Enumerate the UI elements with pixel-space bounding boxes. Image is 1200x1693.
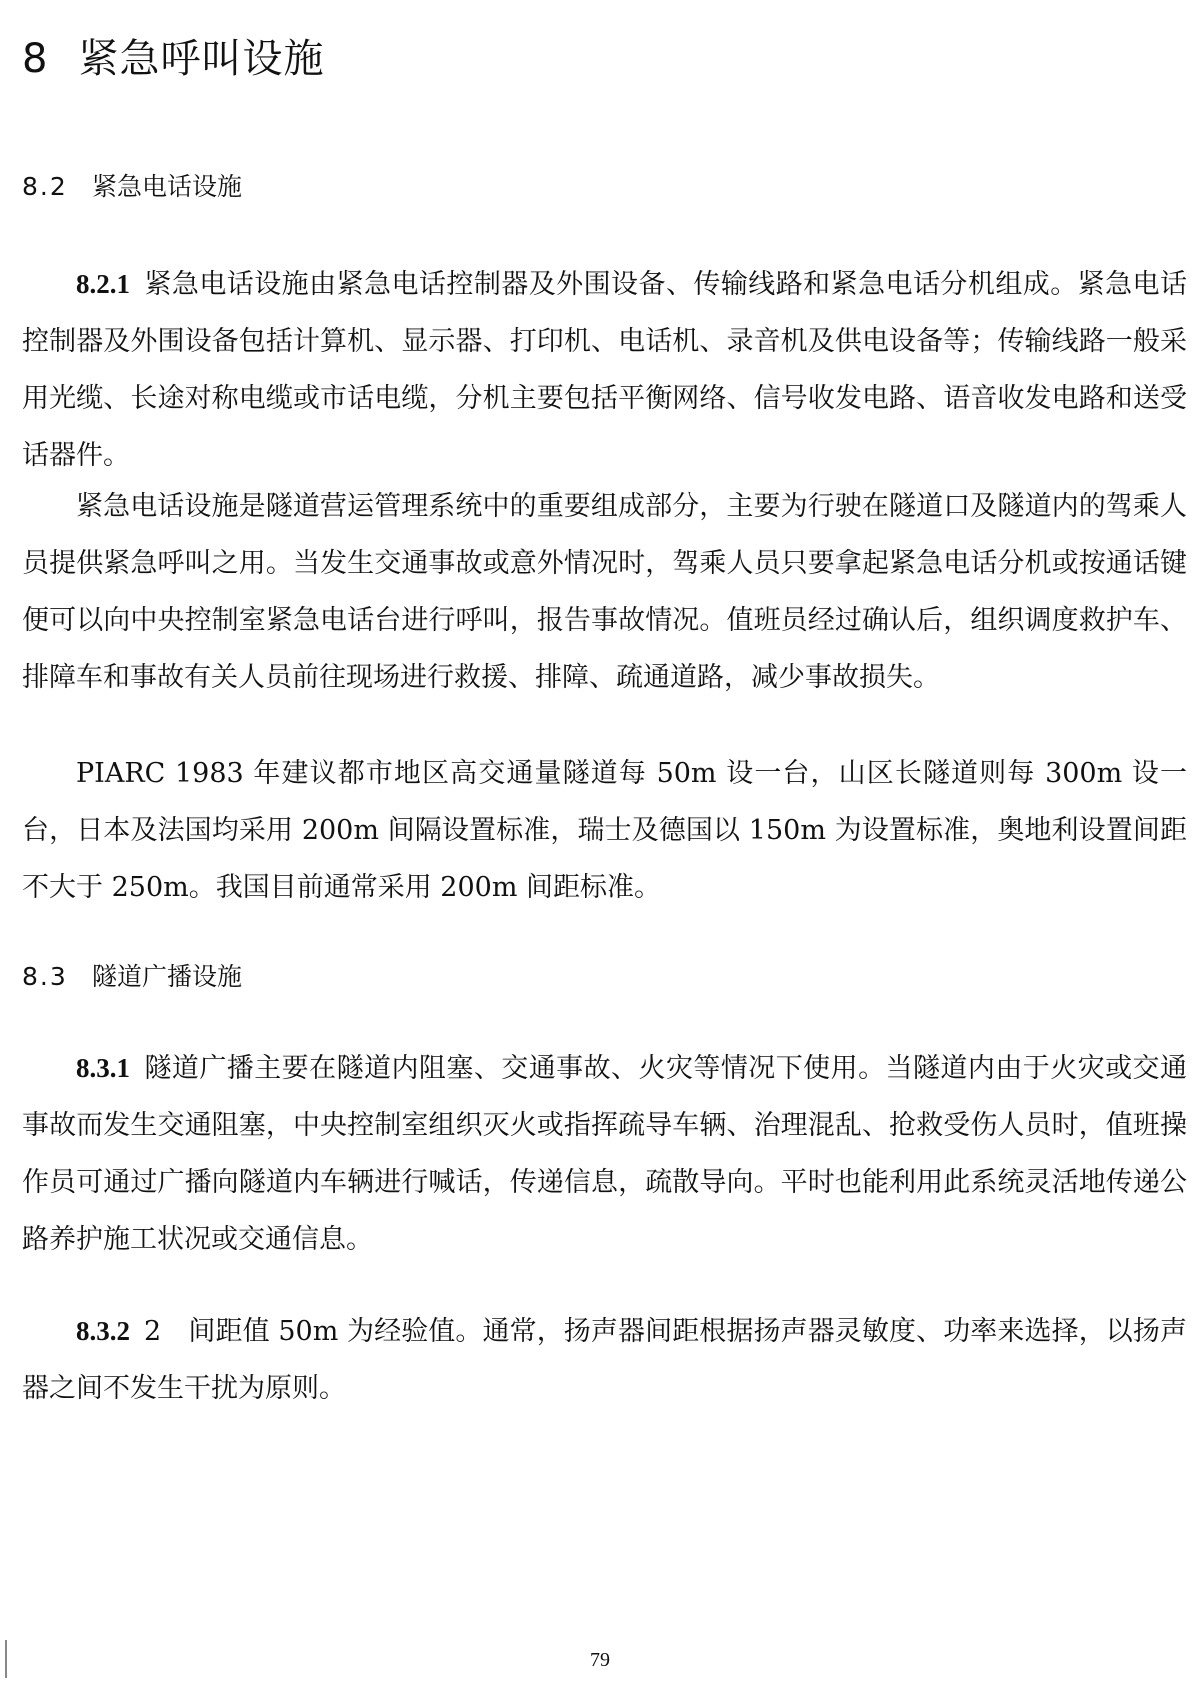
page-number: 79: [590, 1649, 610, 1671]
chapter-title-text: 紧急呼叫设施: [78, 35, 325, 82]
clause-number: 8.3.2: [76, 1316, 130, 1346]
clause-8-2-1-paragraph: [22, 256, 1187, 484]
section-title: 隧道广播设施: [92, 962, 243, 991]
paragraph-piarc-spacing: [22, 745, 1187, 916]
section-heading-8-2: [22, 170, 242, 204]
chapter-title: [22, 31, 324, 87]
paragraph-text: 紧急电话设施由紧急电话控制器及外围设备、传输线路和紧急电话分机组成。紧急电话控制器及外围设备包括计算机、显示器、打印机、电话机、录音机及供电设备等；传输线路一般采用光缆、长途对称电缆或市话电缆，分机主要包括平衡网络、信号收发电路、语音收发电路和送受话器件。: [22, 269, 1187, 471]
clause-number: 8.3.1: [76, 1053, 130, 1083]
section-heading-8-3: [22, 960, 242, 994]
paragraph-text: 紧急电话设施是隧道营运管理系统中的重要组成部分，主要为行驶在隧道口及隧道内的驾乘人员提供紧急呼叫之用。当发生交通事故或意外情况时，驾乘人员只要拿起紧急电话分机或按通话键便可以向中央控制室紧急电话台进行呼叫，报告事故情况。值班员经过确认后，组织调度救护车、排障车和事故有关人员前往现场进行救援、排障、疏通道路，减少事故损失。: [22, 491, 1187, 693]
section-number: 8.2: [22, 172, 68, 201]
section-title: 紧急电话设施: [92, 172, 243, 201]
paragraph-text: PIARC 1983 年建议都市地区高交通量隧道每 50m 设一台，山区长隧道则每 300m 设一台，日本及法国均采用 200m 间隔设置标准，瑞士及德国以 150m 为设置标准，奥地利设置间距不大于 250m。我国目前通常采用 200m 间距标准。: [22, 758, 1187, 903]
section-number: 8.3: [22, 962, 68, 991]
clause-8-3-2-paragraph: [22, 1303, 1187, 1417]
paragraph-emergency-phone-purpose: [22, 478, 1187, 706]
paragraph-text: 2 间距值 50m 为经验值。通常，扬声器间距根据扬声器灵敏度、功率来选择，以扬声器之间不发生干扰为原则。: [22, 1316, 1187, 1404]
clause-number: 8.2.1: [76, 269, 130, 299]
paragraph-text: 隧道广播主要在隧道内阻塞、交通事故、火灾等情况下使用。当隧道内由于火灾或交通事故而发生交通阻塞，中央控制室组织灭火或指挥疏导车辆、治理混乱、抢救受伤人员时，值班操作员可通过广播向隧道内车辆进行喊话，传递信息，疏散导向。平时也能利用此系统灵活地传递公路养护施工状况或交通信息。: [22, 1053, 1187, 1255]
clause-8-3-1-paragraph: [22, 1040, 1187, 1268]
chapter-number: 8: [22, 35, 49, 82]
